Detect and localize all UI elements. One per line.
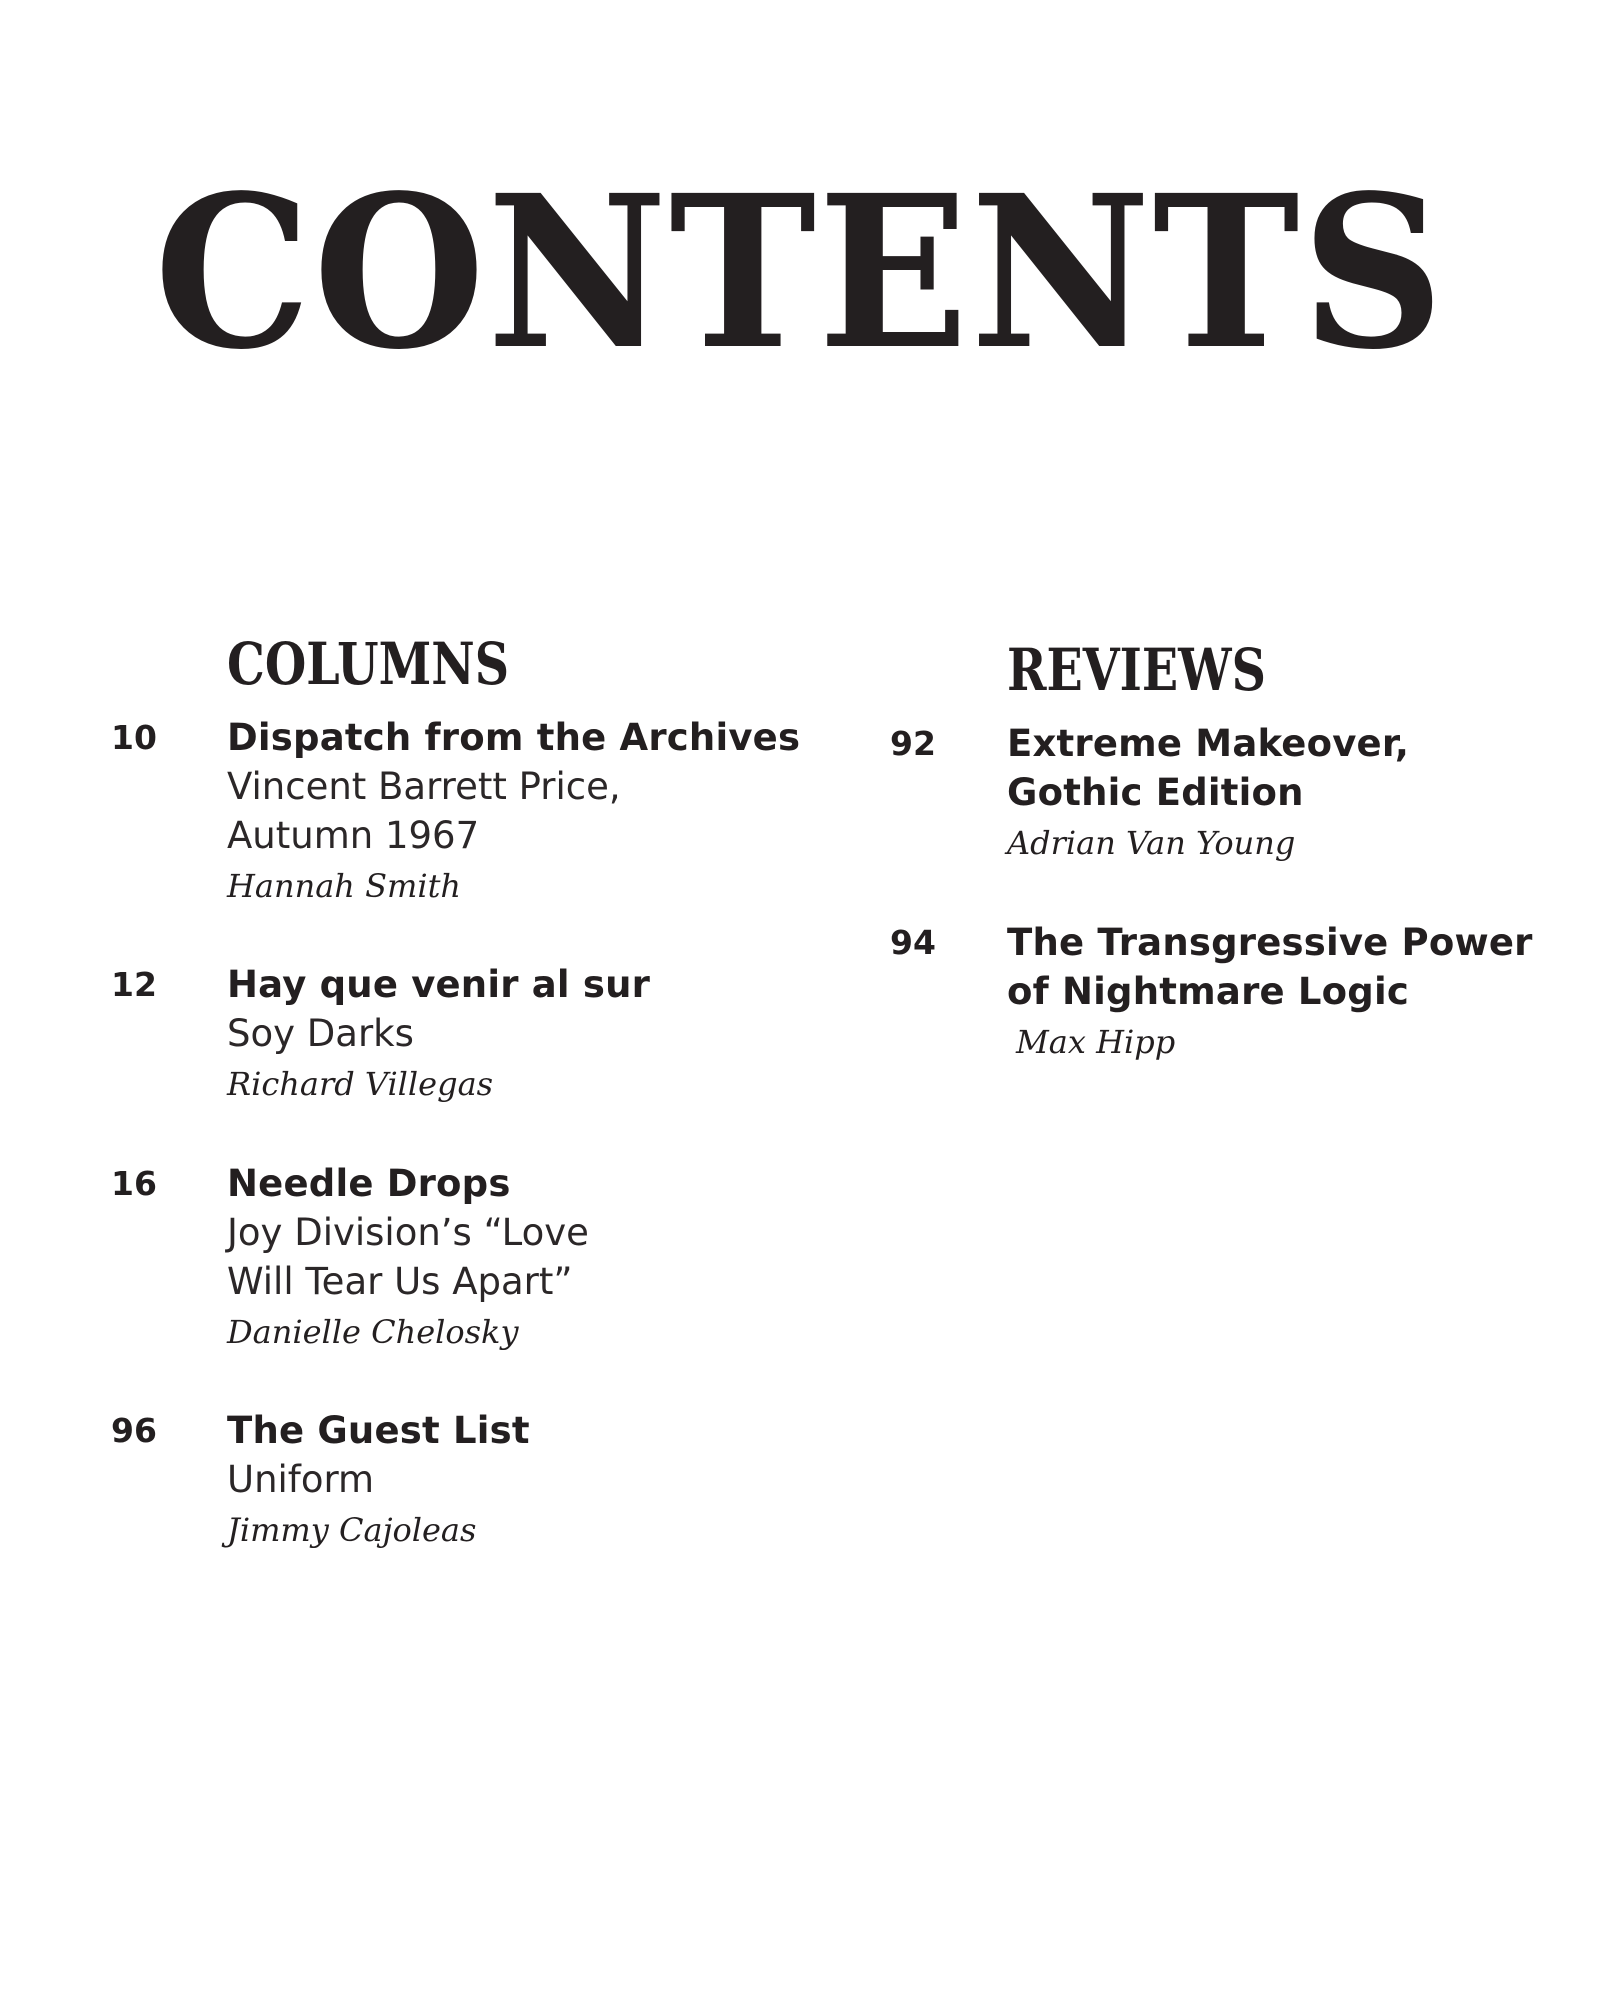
entry-subtitle: Soy Darks — [227, 1012, 414, 1055]
entry-title: of Nightmare Logic — [1007, 970, 1410, 1013]
entry-author: Max Hipp — [1016, 1023, 1176, 1061]
entry-title: Needle Drops — [227, 1162, 511, 1205]
page-number: 92 — [890, 724, 936, 763]
entry-subtitle: Uniform — [227, 1458, 375, 1501]
page-title: CONTENTS — [154, 149, 1446, 396]
entry-author: Adrian Van Young — [1007, 824, 1296, 862]
entry-title: Dispatch from the Archives — [227, 716, 801, 759]
entry-author: Jimmy Cajoleas — [227, 1511, 477, 1549]
entry-title: Hay que venir al sur — [227, 963, 651, 1006]
entry-subtitle: Autumn 1967 — [227, 814, 480, 857]
entry-title: Gothic Edition — [1007, 771, 1304, 814]
entry-author: Danielle Chelosky — [227, 1313, 519, 1351]
entry-author: Hannah Smith — [227, 867, 462, 905]
entry-subtitle: Will Tear Us Apart” — [227, 1260, 573, 1303]
page-number: 12 — [111, 965, 157, 1004]
page-number: 10 — [111, 718, 157, 757]
reviews-heading: REVIEWS — [1007, 636, 1266, 704]
entry-title: The Guest List — [227, 1409, 530, 1452]
entry-title: The Transgressive Power — [1007, 921, 1533, 964]
page-number: 96 — [111, 1411, 157, 1450]
entry-title: Extreme Makeover, — [1007, 722, 1410, 765]
page-number: 94 — [890, 923, 936, 962]
columns-heading: COLUMNS — [227, 630, 510, 698]
entry-author: Richard Villegas — [227, 1065, 494, 1103]
entry-subtitle: Joy Division’s “Love — [227, 1211, 589, 1254]
page-number: 16 — [111, 1164, 157, 1203]
entry-subtitle: Vincent Barrett Price, — [227, 765, 621, 808]
